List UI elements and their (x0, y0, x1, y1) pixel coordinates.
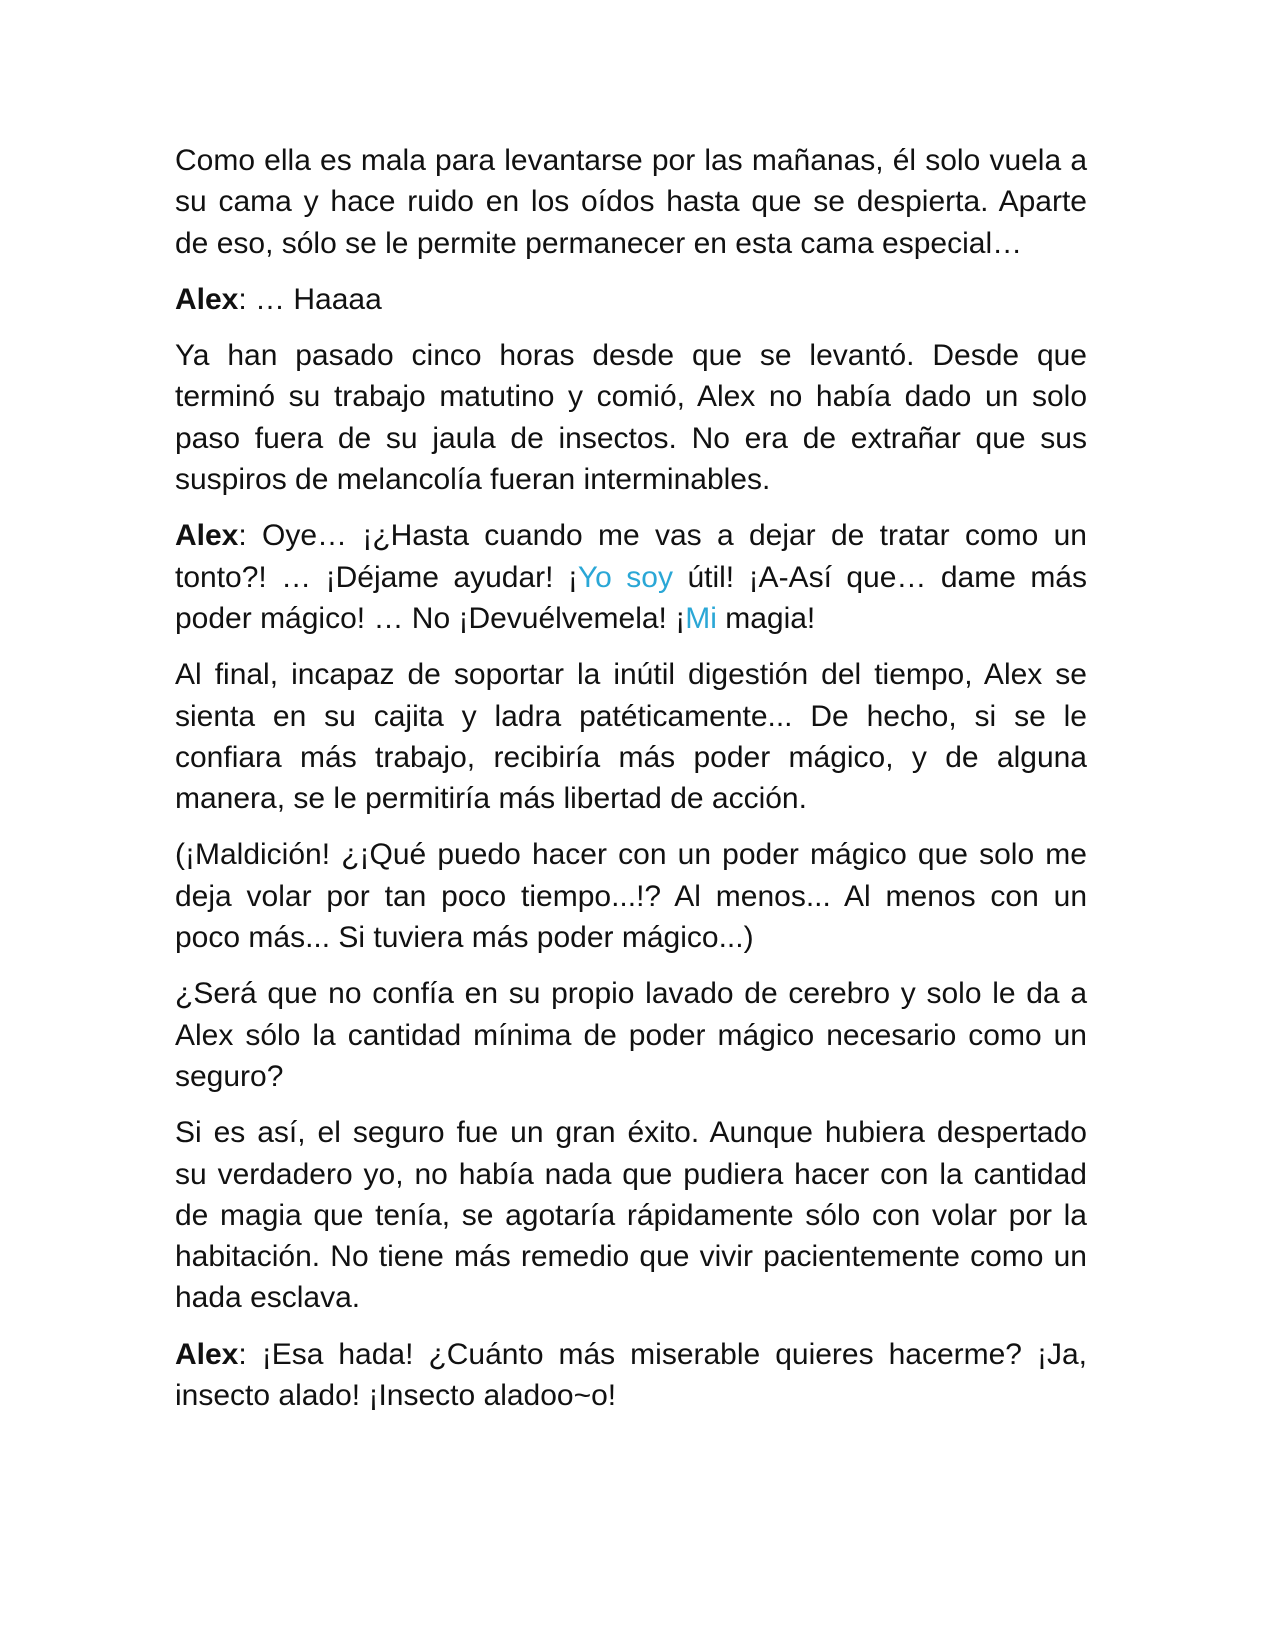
narration-paragraph (175, 1112, 1087, 1318)
speaker-name: Alex (175, 1337, 239, 1371)
paragraph-text: Si es así, el seguro fue un gran éxito. Aunque hubiera despertado su verdadero yo, no había nada que pudiera hacer con la cantidad de magia que tenía, se agotaría rápidamente sólo con volar por la habitación. No tiene más remedio que vivir pacientemente como un hada esclava. (175, 1116, 1087, 1315)
dialogue-paragraph (175, 279, 1087, 320)
dialogue-text: : … Haaaa (238, 282, 382, 316)
narration-paragraph (175, 654, 1087, 819)
dialogue-text: : ¡Esa hada! ¿Cuánto más miserable quieres hacerme? ¡Ja, insecto alado! ¡Insecto aladoo~o! (175, 1337, 1087, 1413)
paragraph-text: (¡Maldición! ¿¡Qué puedo hacer con un poder mágico que solo me deja volar por tan poco tiempo...!? Al menos... Al menos con un poco más... Si tuviera más poder mágico...) (175, 838, 1087, 955)
speaker-name: Alex (175, 519, 239, 553)
highlighted-text: Yo soy (577, 560, 673, 594)
dialogue-paragraph (175, 515, 1087, 639)
thought-paragraph (175, 834, 1087, 958)
paragraph-text: ¿Será que no confía en su propio lavado de cerebro y solo le da a Alex sólo la cantidad mínima de poder mágico necesario como un seguro? (175, 977, 1087, 1093)
paragraph-text: Al final, incapaz de soportar la inútil digestión del tiempo, Alex se sienta en su cajita y ladra patéticamente... De hecho, si se le confiara más trabajo, recibiría más poder mágico, y de alguna manera, se le permitiría más libertad de acción. (175, 658, 1087, 816)
narration-paragraph (175, 335, 1087, 500)
narration-paragraph (175, 140, 1087, 264)
narration-paragraph (175, 973, 1087, 1097)
dialogue-text: : Oye… ¡¿Hasta cuando me vas a dejar de tratar como un tonto?! … ¡Déjame ayudar! ¡ (175, 519, 1087, 594)
document-page (175, 140, 1087, 1431)
dialogue-paragraph (175, 1334, 1087, 1417)
speaker-name: Alex (175, 282, 239, 316)
dialogue-text: útil! ¡A-Así que… dame más poder mágico! … No ¡Devuélvemela! ¡ (175, 560, 1087, 635)
dialogue-text: magia! (716, 601, 816, 635)
paragraph-text: Como ella es mala para levantarse por las mañanas, él solo vuela a su cama y hace ruido en los oídos hasta que se despierta. Aparte de eso, sólo se le permite permanecer en esta cama especial… (175, 144, 1087, 260)
highlighted-text: Mi (685, 601, 717, 635)
paragraph-text: Ya han pasado cinco horas desde que se levantó. Desde que terminó su trabajo matutino y comió, Alex no había dado un solo paso fuera de su jaula de insectos. No era de extrañar que sus suspiros de melancolía fueran interminables. (175, 339, 1087, 497)
